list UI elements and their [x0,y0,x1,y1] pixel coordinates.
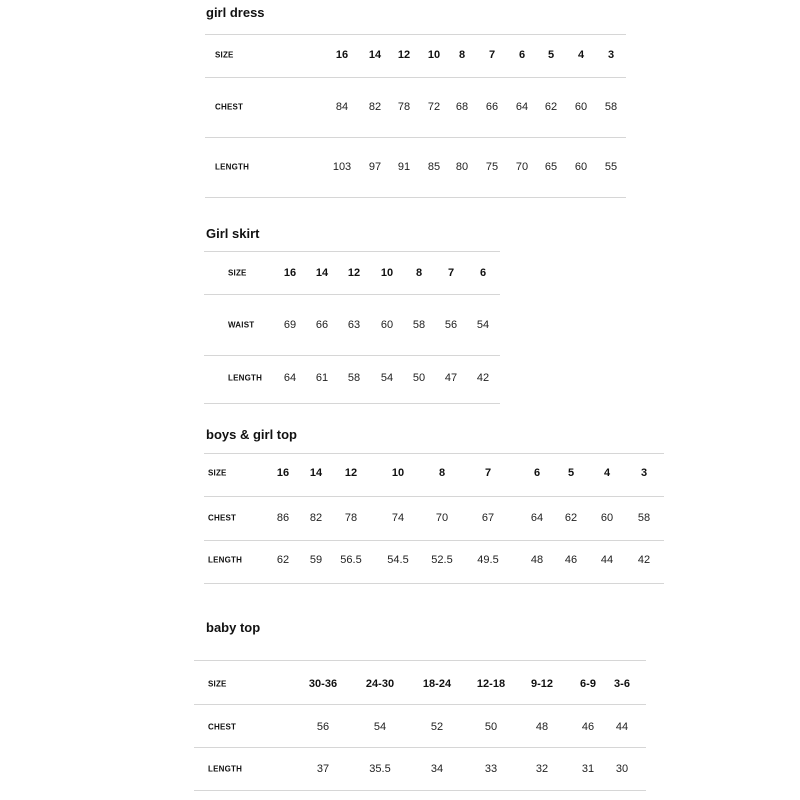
length-value-cell: 97 [368,161,382,173]
row-label-size: SIZE [215,50,234,60]
waist-value-cell: 66 [315,319,329,331]
chest-value-cell: 62 [544,101,558,113]
row-label-chest: CHEST [208,513,237,523]
size-value-cell: 30-36 [308,678,338,690]
size-value-cell: 10 [391,467,405,479]
size-value-cell: 6 [518,49,526,61]
table-divider [194,660,646,661]
table-divider [205,197,626,198]
table-divider [204,355,500,356]
size-value-cell: 3-6 [614,678,630,690]
size-value-cell: 14 [368,49,382,61]
chest-value-cell: 84 [335,101,349,113]
chest-value-cell: 64 [530,512,544,524]
size-value-cell: 8 [438,467,446,479]
length-value-cell: 46 [564,554,578,566]
length-value-cell: 85 [427,161,441,173]
size-value-cell: 14 [315,267,329,279]
size-value-cell: 4 [577,49,585,61]
length-value-cell: 55 [604,161,618,173]
chest-value-cell: 78 [344,512,358,524]
length-value-cell: 44 [600,554,614,566]
size-value-cell: 8 [458,49,466,61]
table-divider [205,137,626,138]
size-value-cell: 10 [427,49,441,61]
size-value-cell: 5 [547,49,555,61]
chest-value-cell: 82 [309,512,323,524]
table-title-girl-dress: girl dress [206,5,265,20]
size-value-cell: 3 [640,467,648,479]
size-value-cell: 12 [397,49,411,61]
chest-value-cell: 72 [427,101,441,113]
table-title-baby-top: baby top [206,620,261,635]
chest-value-cell: 86 [276,512,290,524]
length-value-cell: 80 [455,161,469,173]
size-value-cell: 9-12 [530,678,554,690]
size-value-cell: 6 [479,267,487,279]
size-value-cell: 7 [488,49,496,61]
chest-value-cell: 60 [574,101,588,113]
length-value-cell: 42 [476,372,490,384]
waist-value-cell: 63 [347,319,361,331]
size-value-cell: 16 [335,49,349,61]
row-label-chest: CHEST [208,722,237,732]
waist-value-cell: 60 [380,319,394,331]
size-value-cell: 5 [567,467,575,479]
length-value-cell: 56.5 [340,554,362,566]
chest-value-cell: 46 [581,721,595,733]
table-divider [204,583,664,584]
row-label-size: SIZE [208,679,227,689]
table-divider [204,453,664,454]
length-value-cell: 33 [484,763,498,775]
row-label-length: LENGTH [208,555,243,565]
size-value-cell: 3 [607,49,615,61]
length-value-cell: 35.5 [369,763,391,775]
chest-value-cell: 50 [484,721,498,733]
waist-value-cell: 58 [412,319,426,331]
size-value-cell: 6 [533,467,541,479]
length-value-cell: 42 [637,554,651,566]
chest-value-cell: 70 [435,512,449,524]
chest-value-cell: 58 [604,101,618,113]
table-divider [194,747,646,748]
chest-value-cell: 62 [564,512,578,524]
length-value-cell: 37 [316,763,330,775]
length-value-cell: 48 [530,554,544,566]
length-value-cell: 31 [581,763,595,775]
table-divider [204,403,500,404]
length-value-cell: 34 [430,763,444,775]
row-label-length: LENGTH [215,162,250,172]
length-value-cell: 75 [485,161,499,173]
length-value-cell: 70 [515,161,529,173]
length-value-cell: 30 [615,763,629,775]
chest-value-cell: 74 [391,512,405,524]
row-label-size: SIZE [208,468,227,478]
size-value-cell: 14 [309,467,323,479]
row-label-size: SIZE [228,268,247,278]
size-value-cell: 8 [415,267,423,279]
length-value-cell: 64 [283,372,297,384]
waist-value-cell: 54 [476,319,490,331]
chest-value-cell: 66 [485,101,499,113]
table-divider [205,77,626,78]
length-value-cell: 59 [309,554,323,566]
length-value-cell: 50 [412,372,426,384]
chest-value-cell: 54 [373,721,387,733]
length-value-cell: 62 [276,554,290,566]
length-value-cell: 103 [332,161,352,173]
length-value-cell: 49.5 [477,554,499,566]
table-divider [204,540,664,541]
chest-value-cell: 56 [316,721,330,733]
row-label-waist: WAIST [228,320,255,330]
length-value-cell: 58 [347,372,361,384]
size-value-cell: 7 [484,467,492,479]
chest-value-cell: 78 [397,101,411,113]
length-value-cell: 91 [397,161,411,173]
row-label-length: LENGTH [208,764,243,774]
size-value-cell: 12 [347,267,361,279]
size-value-cell: 18-24 [422,678,452,690]
table-title-girl-skirt: Girl skirt [206,226,260,241]
chest-value-cell: 48 [535,721,549,733]
length-value-cell: 32 [535,763,549,775]
waist-value-cell: 56 [444,319,458,331]
length-value-cell: 54.5 [387,554,409,566]
length-value-cell: 60 [574,161,588,173]
length-value-cell: 65 [544,161,558,173]
table-divider [205,34,626,35]
table-divider [204,496,664,497]
row-label-length: LENGTH [228,373,263,383]
length-value-cell: 47 [444,372,458,384]
waist-value-cell: 69 [283,319,297,331]
table-title-boys-girl-top: boys & girl top [206,427,297,442]
table-divider [204,251,500,252]
row-label-chest: CHEST [215,102,244,112]
length-value-cell: 61 [315,372,329,384]
table-divider [194,704,646,705]
chest-value-cell: 60 [600,512,614,524]
size-value-cell: 12-18 [476,678,506,690]
chest-value-cell: 52 [430,721,444,733]
chest-value-cell: 68 [455,101,469,113]
length-value-cell: 52.5 [431,554,453,566]
table-divider [204,294,500,295]
chest-value-cell: 82 [368,101,382,113]
chest-value-cell: 44 [615,721,629,733]
size-value-cell: 4 [603,467,611,479]
chest-value-cell: 64 [515,101,529,113]
size-value-cell: 24-30 [365,678,395,690]
size-value-cell: 16 [283,267,297,279]
size-value-cell: 6-9 [580,678,596,690]
chest-value-cell: 67 [481,512,495,524]
length-value-cell: 54 [380,372,394,384]
size-value-cell: 16 [276,467,290,479]
size-value-cell: 7 [447,267,455,279]
table-divider [194,790,646,791]
chest-value-cell: 58 [637,512,651,524]
size-value-cell: 12 [344,467,358,479]
size-value-cell: 10 [380,267,394,279]
